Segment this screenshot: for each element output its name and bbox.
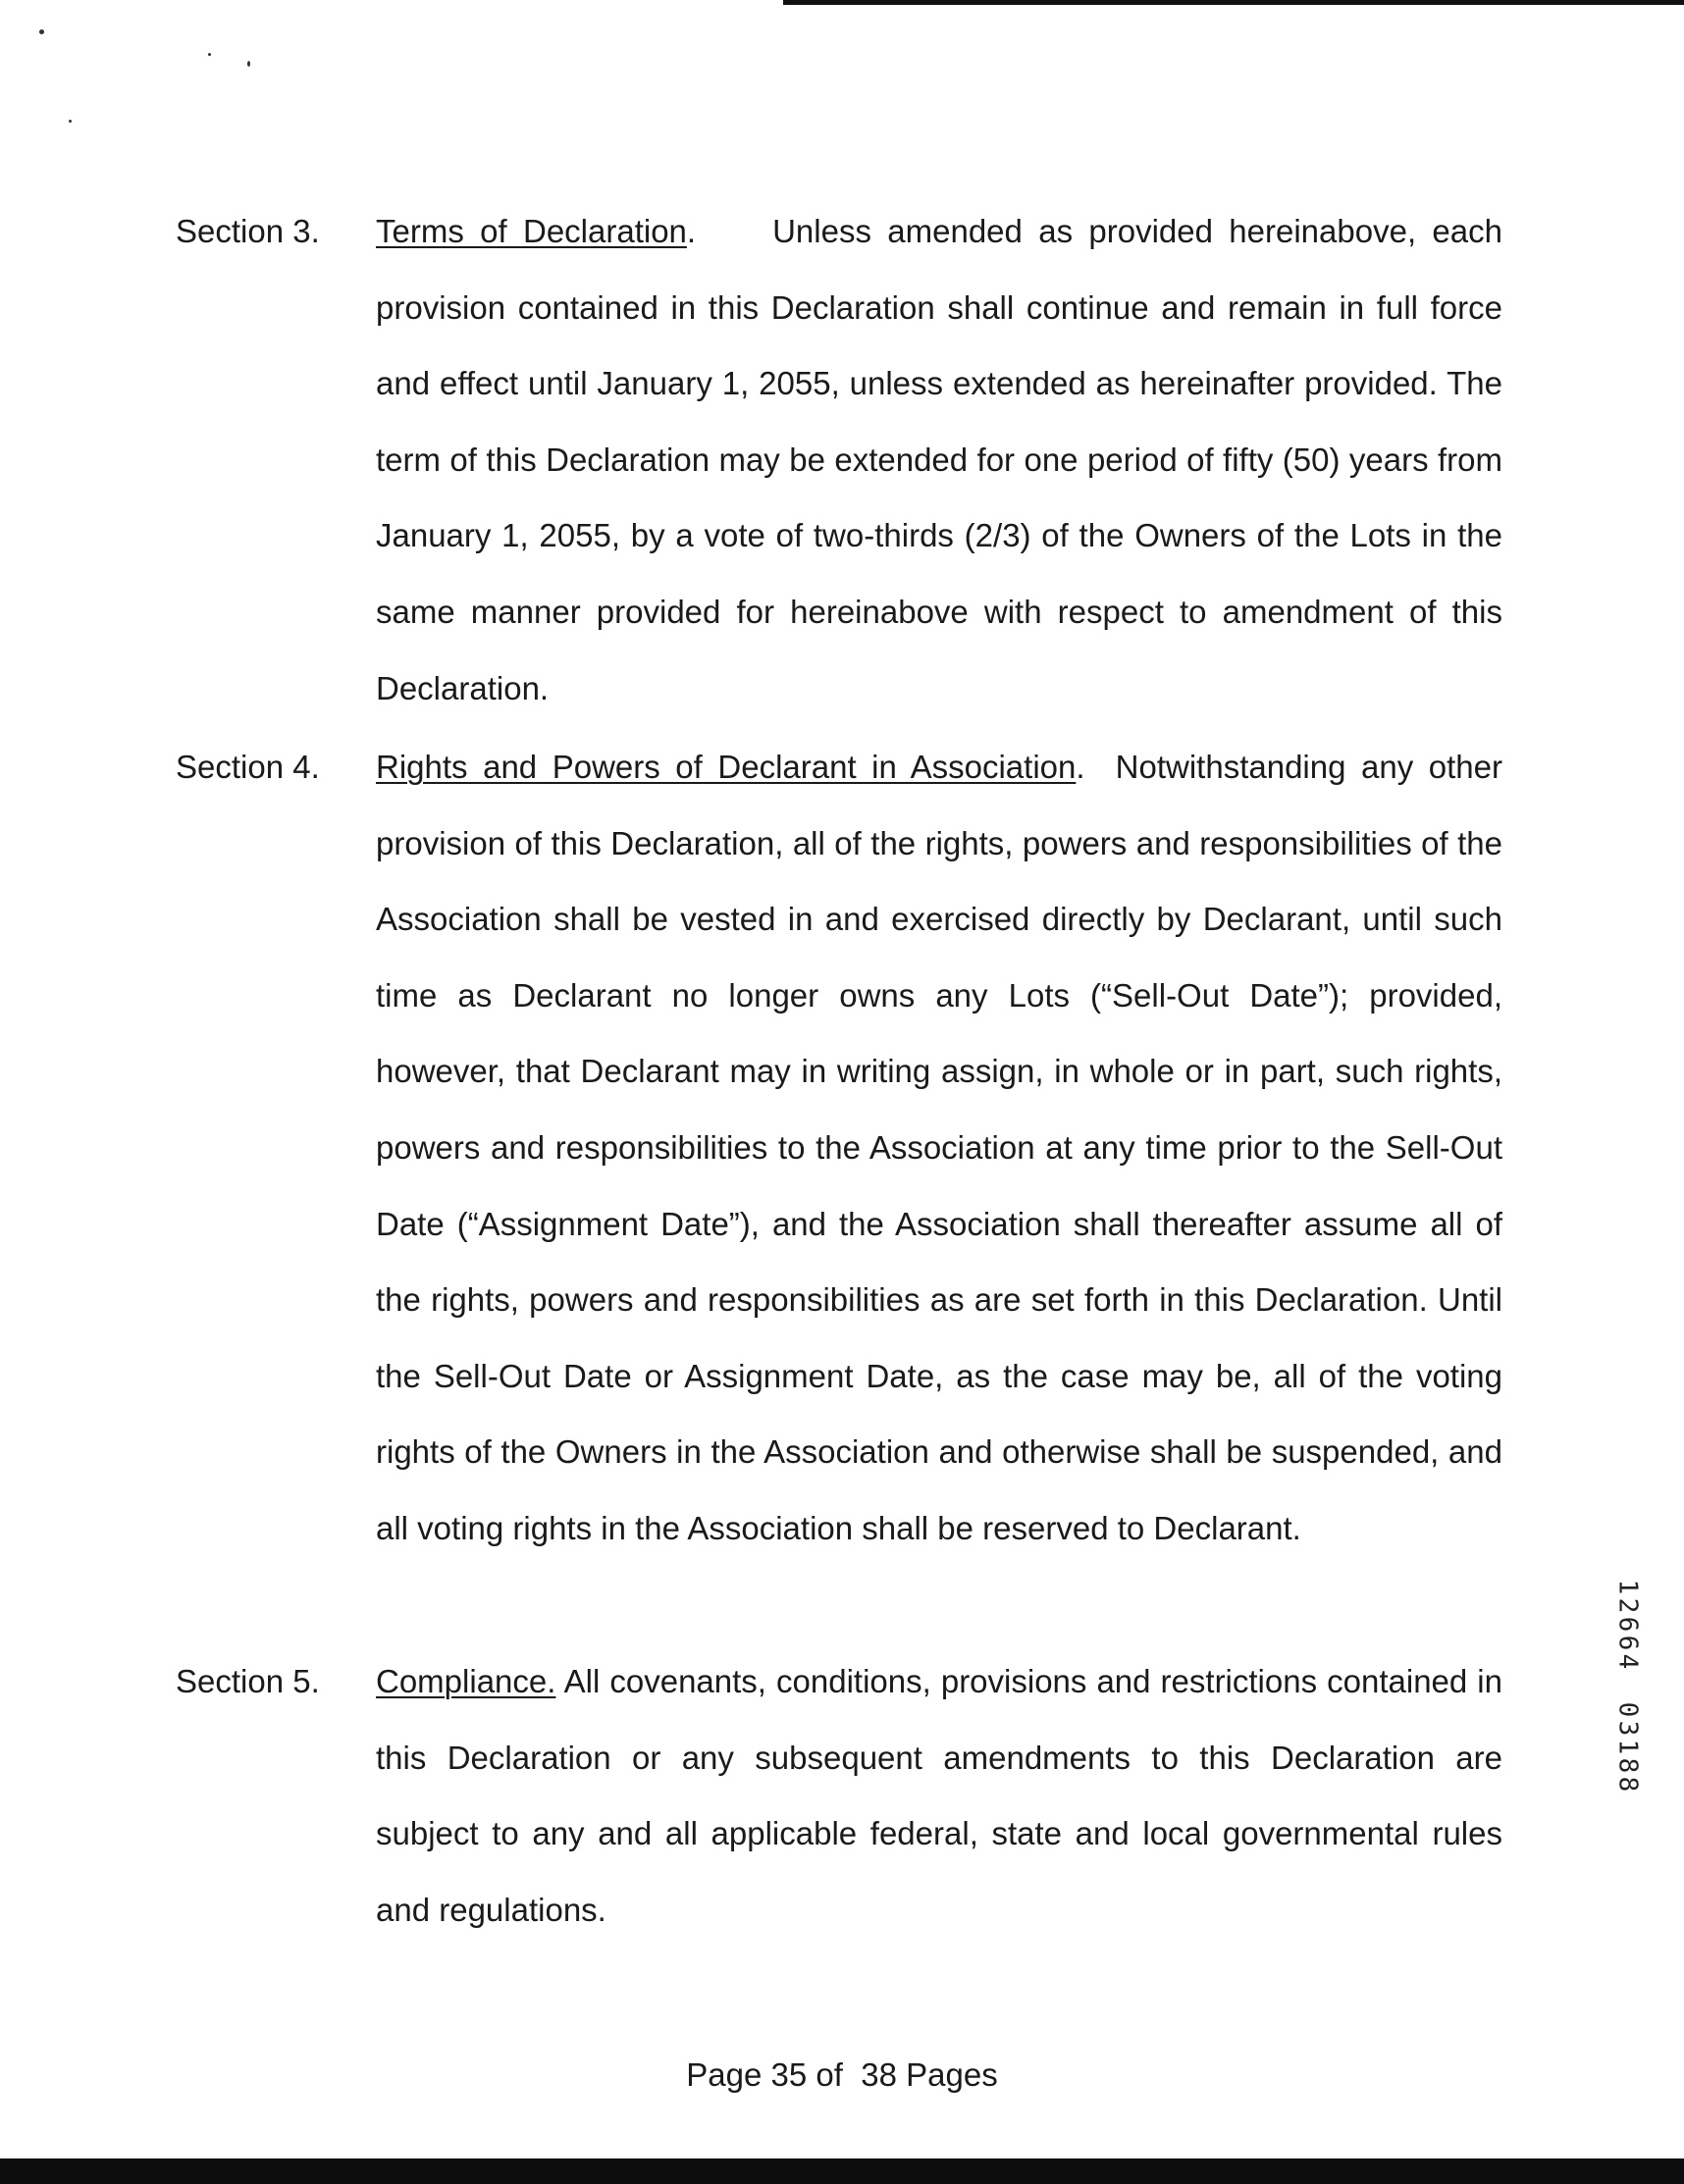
section-body [376, 729, 1502, 1567]
scan-speck [208, 53, 211, 56]
scan-speck [69, 120, 72, 123]
stamp-digit: 4 [1612, 1653, 1643, 1670]
section-text: Notwithstanding any other provision of this Declaration, all of the rights, powers and responsibilities of the Association shall be vested in and exercised directly by Declarant, until such time as Declarant no longer owns any Lots (“Sell-Out Date”); provided, however, that Declarant may in writing assign, in whole or in part, such rights, powers and responsibilities to the Association at any time prior to the Sell-Out Date (“Assignment Date”), and the Association shall thereafter assume all of the rights, powers and responsibilities as are set forth in this Declaration. Until the Sell-Out Date or Assignment Date, as the case may be, all of the voting rights of the Owners in the Association and otherwise shall be suspended, and all voting rights in the Association shall be reserved to Declarant. [376, 749, 1502, 1546]
stamp-digit: 1 [1612, 1579, 1643, 1595]
section-heading: Rights and Powers of Declarant in Association [376, 749, 1077, 785]
section-heading: Compliance. [376, 1663, 556, 1699]
stamp-digit: 3 [1612, 1720, 1643, 1737]
scan-speck [39, 29, 44, 34]
scan-bottom-edge [0, 2158, 1684, 2184]
section-text: Unless amended as provided hereinabove, each provision contained in this Declaration shall continue and remain in full force and effect until January 1, 2055, unless extended as hereinafter provided. The term of this Declaration may be extended for one period of fifty (50) years from January 1, 2055, by a vote of two-thirds (2/3) of the Owners of the Lots in the same manner provided for hereinabove with respect to amendment of this Declaration. [376, 213, 1502, 706]
stamp-digit: 6 [1612, 1635, 1643, 1651]
section-number: Section 5. [176, 1663, 320, 1699]
page-count-text: Page 35 of 38 Pages [686, 2056, 998, 2093]
heading-punctuation: . [686, 213, 697, 249]
stamp-digit: 2 [1612, 1597, 1643, 1614]
section-body [376, 1643, 1502, 1948]
section-body [376, 193, 1502, 726]
recording-stamp [1613, 1578, 1641, 1794]
section-number: Section 3. [176, 213, 320, 249]
scan-speck [247, 61, 250, 67]
stamp-digit: 8 [1612, 1776, 1643, 1793]
stamp-digit: 8 [1612, 1757, 1643, 1774]
stamp-digit: 6 [1612, 1616, 1643, 1633]
section-text: All covenants, conditions, provisions and restrictions contained in this Declaration or any subsequent amendments to this Declaration are subject to any and all applicable federal, state and local governmental rules and regulations. [376, 1663, 1502, 1928]
section-heading: Terms of Declaration [376, 213, 687, 249]
section-number: Section 4. [176, 749, 320, 785]
scan-top-edge [783, 0, 1684, 5]
page-number-footer [0, 2055, 1684, 2095]
heading-punctuation: . [1076, 749, 1085, 785]
stamp-digit: 1 [1612, 1739, 1643, 1755]
stamp-digit: 0 [1612, 1701, 1643, 1718]
